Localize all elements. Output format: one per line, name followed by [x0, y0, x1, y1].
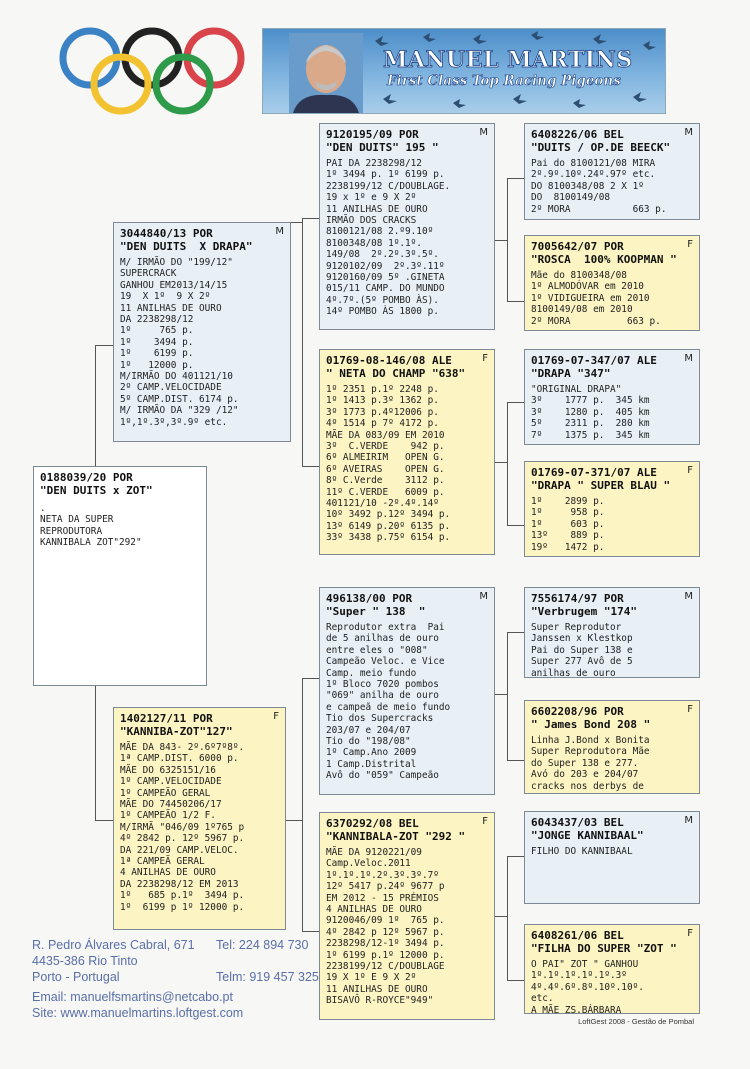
contact-row — [32, 990, 332, 1006]
detail-line: Tio dos Supercracks — [326, 713, 434, 725]
detail-line: 2238199/12 C/DOUBLAGE — [326, 961, 445, 973]
detail-line: 13º 6149 p.20º 6135 p. — [326, 520, 451, 532]
detail-line: 11 ANILHAS DE OURO — [326, 203, 428, 215]
detail-line: 1º.1º.1º.1º.1º.3º — [531, 970, 627, 982]
detail-line: 4 ANILHAS DE OURO — [120, 867, 216, 879]
detail-line: 9120160/09 5º .GINETA — [326, 272, 445, 284]
pigeon-details — [120, 742, 279, 913]
detail-line: "ORIGINAL DRAPA" — [531, 384, 622, 395]
detail-line: Tio do "198/08" — [326, 736, 411, 748]
detail-line: Avô do "059" Campeão — [326, 770, 439, 782]
banner-subtitle: First Class Top Racing Pigeons — [387, 73, 621, 89]
banner-title: MANUEL MARTINS — [383, 47, 633, 73]
connector-line — [507, 525, 524, 526]
ring-number: 01769-07-347/07 ALE — [531, 354, 657, 367]
contact-city: Porto - Portugal — [32, 970, 120, 984]
detail-line: EM 2012 - 15 PRÉMIOS — [326, 892, 439, 904]
sex-indicator: M — [684, 591, 693, 602]
detail-line: 4º.7º.(5º POMBO ÀS). — [326, 294, 439, 306]
connector-line — [507, 178, 524, 179]
sex-indicator: M — [479, 127, 488, 138]
connector-line — [507, 760, 524, 761]
connector-line — [302, 466, 319, 467]
ring-number: 3044840/13 POR — [120, 227, 213, 240]
ring-number: 7005642/07 POR — [531, 240, 624, 253]
detail-line: e campeã de meio fundo — [326, 701, 451, 713]
detail-line: 19 X 1º 9 X 2º — [120, 291, 211, 303]
pigeon-name: "JONGE KANNIBAAL" — [531, 829, 644, 842]
pigeon-card-dam — [113, 707, 286, 930]
detail-line: 4º.4º.6º.8º.10º.10º. — [531, 981, 644, 993]
detail-line: 11 ANILHAS DE OURO — [120, 302, 222, 314]
ring-number: 01769-08-146/08 ALE — [326, 354, 452, 367]
pigeon-details — [326, 158, 488, 318]
detail-line: Camp. meio fundo — [326, 667, 417, 679]
detail-line: 8100149/08 em 2010 — [531, 304, 633, 316]
ring-number: 01769-07-371/07 ALE — [531, 466, 657, 479]
detail-line: Camp.Veloc.2011 — [326, 858, 411, 870]
detail-line: Reprodutor extra Pai — [326, 622, 445, 633]
connector-line — [302, 678, 319, 679]
detail-line: . — [40, 503, 46, 514]
detail-line: DA 2238298/12 — [120, 314, 194, 326]
ring-number: 7556174/97 POR — [531, 592, 624, 605]
detail-line: 3º 1777 p. 345 km — [531, 395, 650, 407]
detail-line: "069" anilha de ouro — [326, 690, 439, 702]
detail-line: Campeão Veloc. e Vice — [326, 656, 445, 668]
detail-line: 4º 2842 p 12º 5967 p. — [326, 926, 445, 938]
detail-line: 1ª CAMP.DIST. 6000 p. — [120, 753, 239, 765]
connector-line — [507, 402, 508, 525]
connector-line — [507, 856, 508, 980]
contact-street: R. Pedro Álvares Cabral, 671 — [32, 938, 195, 952]
pigeon-name: "Super " 138 " — [326, 605, 426, 618]
detail-line: 8º C.Verde 3112 p. — [326, 475, 445, 487]
detail-line: MÃE DO 74450206/17 — [120, 799, 222, 811]
detail-line: BISAVÔ R-ROYCE"949" — [326, 995, 434, 1007]
detail-line: anilhas de ouro — [531, 667, 616, 678]
pigeon-details — [531, 959, 693, 1014]
detail-line: 6º AVEIRAS OPEN G. — [326, 463, 445, 475]
detail-line: 2º CAMP.VELOCIDADE — [120, 382, 222, 394]
pigeon-name: " NETA DO CHAMP "638" — [326, 367, 466, 380]
detail-line: 6º ALMEIRIM OPEN G. — [326, 452, 445, 464]
pigeon-details — [40, 503, 200, 549]
detail-line: 1º 6199 p. — [120, 348, 194, 360]
detail-line: GANHOU EM2013/14/15 — [120, 279, 228, 291]
sex-indicator: M — [275, 226, 284, 237]
detail-line: MÃE DA 083/09 EM 2010 — [326, 429, 445, 441]
ring-number: 6043437/03 BEL — [531, 816, 624, 829]
detail-line: DO 8100149/08 — [531, 192, 611, 204]
connector-line — [95, 686, 96, 820]
detail-line: 1º 685 p.1º 3494 p. — [120, 890, 245, 902]
detail-line: 1º 1413 p.3º 1362 p. — [326, 395, 439, 407]
contact-email-link[interactable]: Email: manuelfsmartins@netcabo.pt — [32, 990, 233, 1004]
connector-line — [302, 931, 319, 932]
detail-line: 401121/10 -2º.4º.14º — [326, 498, 439, 510]
detail-line: de 5 anilhas de ouro — [326, 633, 439, 645]
detail-line: 9120046/09 1º 765 p. — [326, 915, 445, 927]
connector-line — [286, 820, 302, 821]
detail-line: 19º 1472 p. — [531, 541, 605, 553]
detail-line: 19 X 1º E 9 X 2º — [326, 972, 417, 984]
detail-line: KANNIBALA ZOT"292" — [40, 537, 142, 549]
connector-line — [507, 632, 524, 633]
pigeon-card-dsd — [524, 700, 700, 794]
detail-line: 5º CAMP.DIST. 6174 p. — [120, 393, 239, 405]
connector-line — [95, 345, 113, 346]
ring-number: 6408261/06 BEL — [531, 929, 624, 942]
detail-line: Super Reprodutor — [531, 622, 622, 633]
contact-phone: Tel: 224 894 730 — [216, 938, 309, 952]
connector-line — [507, 178, 508, 301]
connector-line — [507, 856, 524, 857]
detail-line: 2º MORA 663 p. — [531, 315, 661, 327]
sex-indicator: M — [684, 353, 693, 364]
detail-line: 015/11 CAMP. DO MUNDO — [326, 283, 445, 295]
sex-indicator: F — [482, 353, 488, 364]
contact-mobile: Telm: 919 457 325 — [216, 970, 319, 984]
connector-line — [291, 222, 302, 223]
connector-line — [495, 240, 507, 241]
pigeon-details — [531, 384, 693, 441]
detail-line: 2238298/12-1º 3494 p. — [326, 938, 445, 950]
detail-line: 2º.9º.10º.24º.97º etc. — [531, 169, 656, 181]
connector-line — [302, 218, 303, 466]
detail-line: NETA DA SUPER — [40, 514, 114, 526]
detail-line: M/ IRMÃO DA "329 /12" — [120, 405, 239, 417]
pigeon-name: "FILHA DO SUPER "ZOT " — [531, 942, 677, 955]
detail-line: Super Reprodutora Mãe — [531, 746, 650, 758]
sex-indicator: M — [479, 591, 488, 602]
connector-line — [495, 916, 507, 917]
detail-line: 1º Bloco 7020 pombos — [326, 679, 439, 691]
pigeon-card-ssd — [524, 235, 700, 331]
pigeon-details — [326, 847, 488, 1007]
detail-line: 1º 603 p. — [531, 518, 605, 530]
detail-line: 1º 6199 p 1º 12000 p. — [120, 901, 245, 913]
connector-line — [507, 632, 508, 760]
detail-line: 9120102/09 2º.3º.11º — [326, 260, 445, 272]
pigeon-card-dam-sire — [319, 587, 495, 795]
sex-indicator: F — [687, 465, 693, 476]
detail-line: 1º Camp.Ano 2009 — [326, 747, 417, 759]
detail-line: 203/07 e 204/07 — [326, 724, 411, 736]
detail-line: IRMÃO DOS CRACKS — [326, 215, 417, 227]
detail-line: 12º 5417 p.24º 9677 p — [326, 881, 445, 893]
ring-number: 1402127/11 POR — [120, 712, 213, 725]
ring-number: 9120195/09 POR — [326, 128, 419, 141]
sex-indicator: F — [482, 816, 488, 827]
connector-line — [507, 980, 524, 981]
pigeon-details — [326, 384, 488, 544]
ring-number: 6602208/96 POR — [531, 705, 624, 718]
detail-line: M/IRMÃO DO 401121/10 — [120, 371, 233, 383]
detail-line: SUPERCRACK — [120, 268, 177, 280]
detail-line: MÃE DA 9120221/09 — [326, 847, 422, 858]
detail-line: 1º CAMPEÃO 1/2 F. — [120, 810, 216, 822]
pigeon-details — [531, 270, 693, 327]
connector-line — [95, 820, 113, 821]
pigeon-card-dam-dam — [319, 812, 495, 1020]
pigeon-card-sdd — [524, 461, 700, 557]
contact-site-link[interactable]: Site: www.manuelmartins.loftgest.com — [32, 1006, 244, 1020]
detail-line: 2238199/12 C/DOUBLAGE. — [326, 180, 451, 192]
detail-line: 1º VIDIGUEIRA em 2010 — [531, 292, 650, 304]
detail-line: 33º 3438 p.75º 6154 p. — [326, 532, 451, 544]
contact-row — [32, 1006, 332, 1022]
pigeon-name: "KANNIBALA-ZOT "292 " — [326, 830, 466, 843]
sex-indicator: F — [687, 704, 693, 715]
pigeon-card-ddd — [524, 924, 700, 1014]
detail-line: 1º 765 p. — [120, 325, 194, 337]
connector-line — [95, 345, 96, 466]
detail-line: 7º 1375 p. 345 km — [531, 429, 650, 441]
pigeon-name: "Verbrugem "174" — [531, 605, 637, 618]
detail-line: MÃE DO 6325151/16 — [120, 764, 216, 776]
detail-line: PAI DA 2238298/12 — [326, 158, 422, 169]
pigeon-details — [531, 158, 693, 215]
detail-line: 2º MORA 663 p. — [531, 203, 667, 215]
detail-line: 19 x 1º e 9 X 2º — [326, 192, 417, 204]
detail-line: 11º C.VERDE 6009 p. — [326, 486, 445, 498]
detail-line: 11 ANILHAS DE OURO — [326, 983, 428, 995]
pigeon-details — [326, 622, 488, 782]
detail-line: 1º CAMPEÃO GERAL — [120, 787, 211, 799]
detail-line: M/ IRMÃO DO "199/12" — [120, 257, 233, 268]
pigeon-name: "ROSCA 100% KOOPMAN " — [531, 253, 677, 266]
ring-number: 6370292/08 BEL — [326, 817, 419, 830]
sex-indicator: M — [684, 815, 693, 826]
detail-line: 4º 1514 p 7º 4172 p. — [326, 418, 439, 430]
detail-line: DA 2238298/12 EM 2013 — [120, 878, 239, 890]
detail-line: 1º 3494 p. 1º 6199 p. — [326, 169, 445, 181]
detail-line: FILHO DO KANNIBAAL — [531, 846, 633, 857]
contact-row — [32, 938, 332, 954]
detail-line: REPRODUTORA — [40, 525, 103, 537]
detail-line: 1º ALMODÓVAR em 2010 — [531, 281, 644, 293]
pigeon-name: "DUITS / OP.DE BEECK" — [531, 141, 671, 154]
detail-line: Pai do Super 138 e — [531, 644, 633, 656]
detail-line: 149/08 2º.2º.3º.5º. — [326, 249, 439, 261]
pigeon-details — [531, 846, 693, 857]
detail-line: 1º 3494 p. — [120, 336, 194, 348]
connector-line — [495, 694, 507, 695]
detail-line: 1º 6199 p.1º 12000 p. — [326, 949, 445, 961]
sex-indicator: F — [687, 239, 693, 250]
pigeon-card-dss — [524, 587, 700, 678]
detail-line: 1º,1º.3º,3º.9º etc. — [120, 416, 228, 428]
sex-indicator: M — [684, 127, 693, 138]
pigeon-name: "DRAPA " SUPER BLAU " — [531, 479, 671, 492]
connector-line — [302, 678, 303, 931]
detail-line: 10º 3492 p.12º 3494 p. — [326, 509, 451, 521]
detail-line: cracks nos derbys de — [531, 780, 644, 792]
detail-line: 1º 2351 p.1º 2248 p. — [326, 384, 439, 395]
detail-line: 1º 958 p. — [531, 507, 605, 519]
contact-postal: 4435-386 Rio Tinto — [32, 954, 138, 968]
detail-line: A MÃE ZS.BÁRBARA — [531, 1004, 622, 1014]
detail-line: O PAI" ZOT " GANHOU — [531, 959, 639, 970]
detail-line: 4º 2842 p. 12º 5967 p. — [120, 833, 245, 845]
detail-line: 5º 2311 p. 280 km — [531, 418, 650, 430]
detail-line: 3º 1773 p.4º12006 p. — [326, 406, 439, 418]
detail-line: entre eles o "008" — [326, 644, 428, 656]
detail-line: 1º 12000 p. — [120, 359, 194, 371]
detail-line: Pai do 8100121/08 MIRA — [531, 158, 656, 169]
ring-number: 0188039/20 POR — [40, 471, 133, 484]
detail-line: MÃE DA 843- 2º.6º7º8º. — [120, 742, 245, 753]
pigeon-name: "DRAPA "347" — [531, 367, 611, 380]
pigeon-details — [531, 496, 693, 553]
pigeon-name: "KANNIBA-ZOT"127" — [120, 725, 233, 738]
olympic-rings-logo — [56, 26, 248, 118]
connector-line — [507, 301, 524, 302]
detail-line: Mãe do 8100348/08 — [531, 270, 627, 281]
detail-line: Avó do 203 e 204/07 — [531, 769, 639, 781]
footer-credit: LoftGest 2008 - Gestão de Pombal — [578, 1017, 694, 1026]
pigeon-card-sire-dam — [319, 349, 495, 555]
detail-line: 14º POMBO ÀS 1800 p. — [326, 306, 439, 318]
pigeon-card-sds — [524, 349, 700, 445]
pigeon-card-sss — [524, 123, 700, 220]
detail-line: Linha J.Bond x Bonita — [531, 735, 650, 746]
detail-line: 4 ANILHAS DE OURO — [326, 904, 422, 916]
pigeon-name: " James Bond 208 " — [531, 718, 651, 731]
detail-line: 3º C.VERDE 942 p. — [326, 441, 445, 453]
sex-indicator: F — [273, 711, 279, 722]
connector-line — [302, 218, 319, 219]
detail-line: Janssen x Klestkop — [531, 633, 633, 645]
detail-line: 1º.1º.1º.2º.3º.3º.7º — [326, 869, 439, 881]
pigeon-details — [531, 735, 693, 792]
detail-line: Super 277 Avô de 5 — [531, 656, 633, 668]
contact-block — [32, 938, 332, 1022]
detail-line: 1 Camp.Distrital — [326, 758, 417, 770]
detail-line: DO 8100348/08 2 X 1º — [531, 180, 644, 192]
pigeon-name: "DEN DUITS X DRAPA" — [120, 240, 253, 253]
detail-line: 1º 2899 p. — [531, 496, 605, 507]
detail-line: 8100348/08 1º.1º. — [326, 237, 422, 249]
detail-line: 13º 889 p. — [531, 530, 605, 542]
ring-number: 6408226/06 BEL — [531, 128, 624, 141]
pigeon-name: "DEN DUITS" 195 " — [326, 141, 439, 154]
pigeon-card-dds — [524, 811, 700, 904]
pigeon-details — [120, 257, 284, 428]
detail-line: do Super 138 e 277. — [531, 757, 639, 769]
pigeon-card-main — [33, 466, 207, 686]
detail-line: 1ª CAMPEÃ GERAL — [120, 856, 205, 868]
pigeon-card-sire — [113, 222, 291, 442]
contact-row — [32, 954, 332, 970]
detail-line: M/IRMÃ "046/09 1º765 p — [120, 821, 245, 833]
connector-line — [495, 462, 507, 463]
detail-line: DA 221/09 CAMP.VELOC. — [120, 844, 239, 856]
detail-line: 8100121/08 2.º9.10º — [326, 226, 434, 238]
connector-line — [507, 402, 524, 403]
pigeon-name: "DEN DUITS x ZOT" — [40, 484, 153, 497]
header-banner — [262, 28, 666, 114]
sex-indicator: F — [687, 928, 693, 939]
contact-row — [32, 970, 332, 986]
pigeon-details — [531, 622, 693, 678]
detail-line: 1º CAMP.VELOCIDADE — [120, 776, 222, 788]
pigeon-card-sire-sire — [319, 123, 495, 330]
detail-line: 3º 1280 p. 405 km — [531, 406, 650, 418]
ring-number: 496138/00 POR — [326, 592, 413, 605]
detail-line: etc. — [531, 993, 554, 1005]
